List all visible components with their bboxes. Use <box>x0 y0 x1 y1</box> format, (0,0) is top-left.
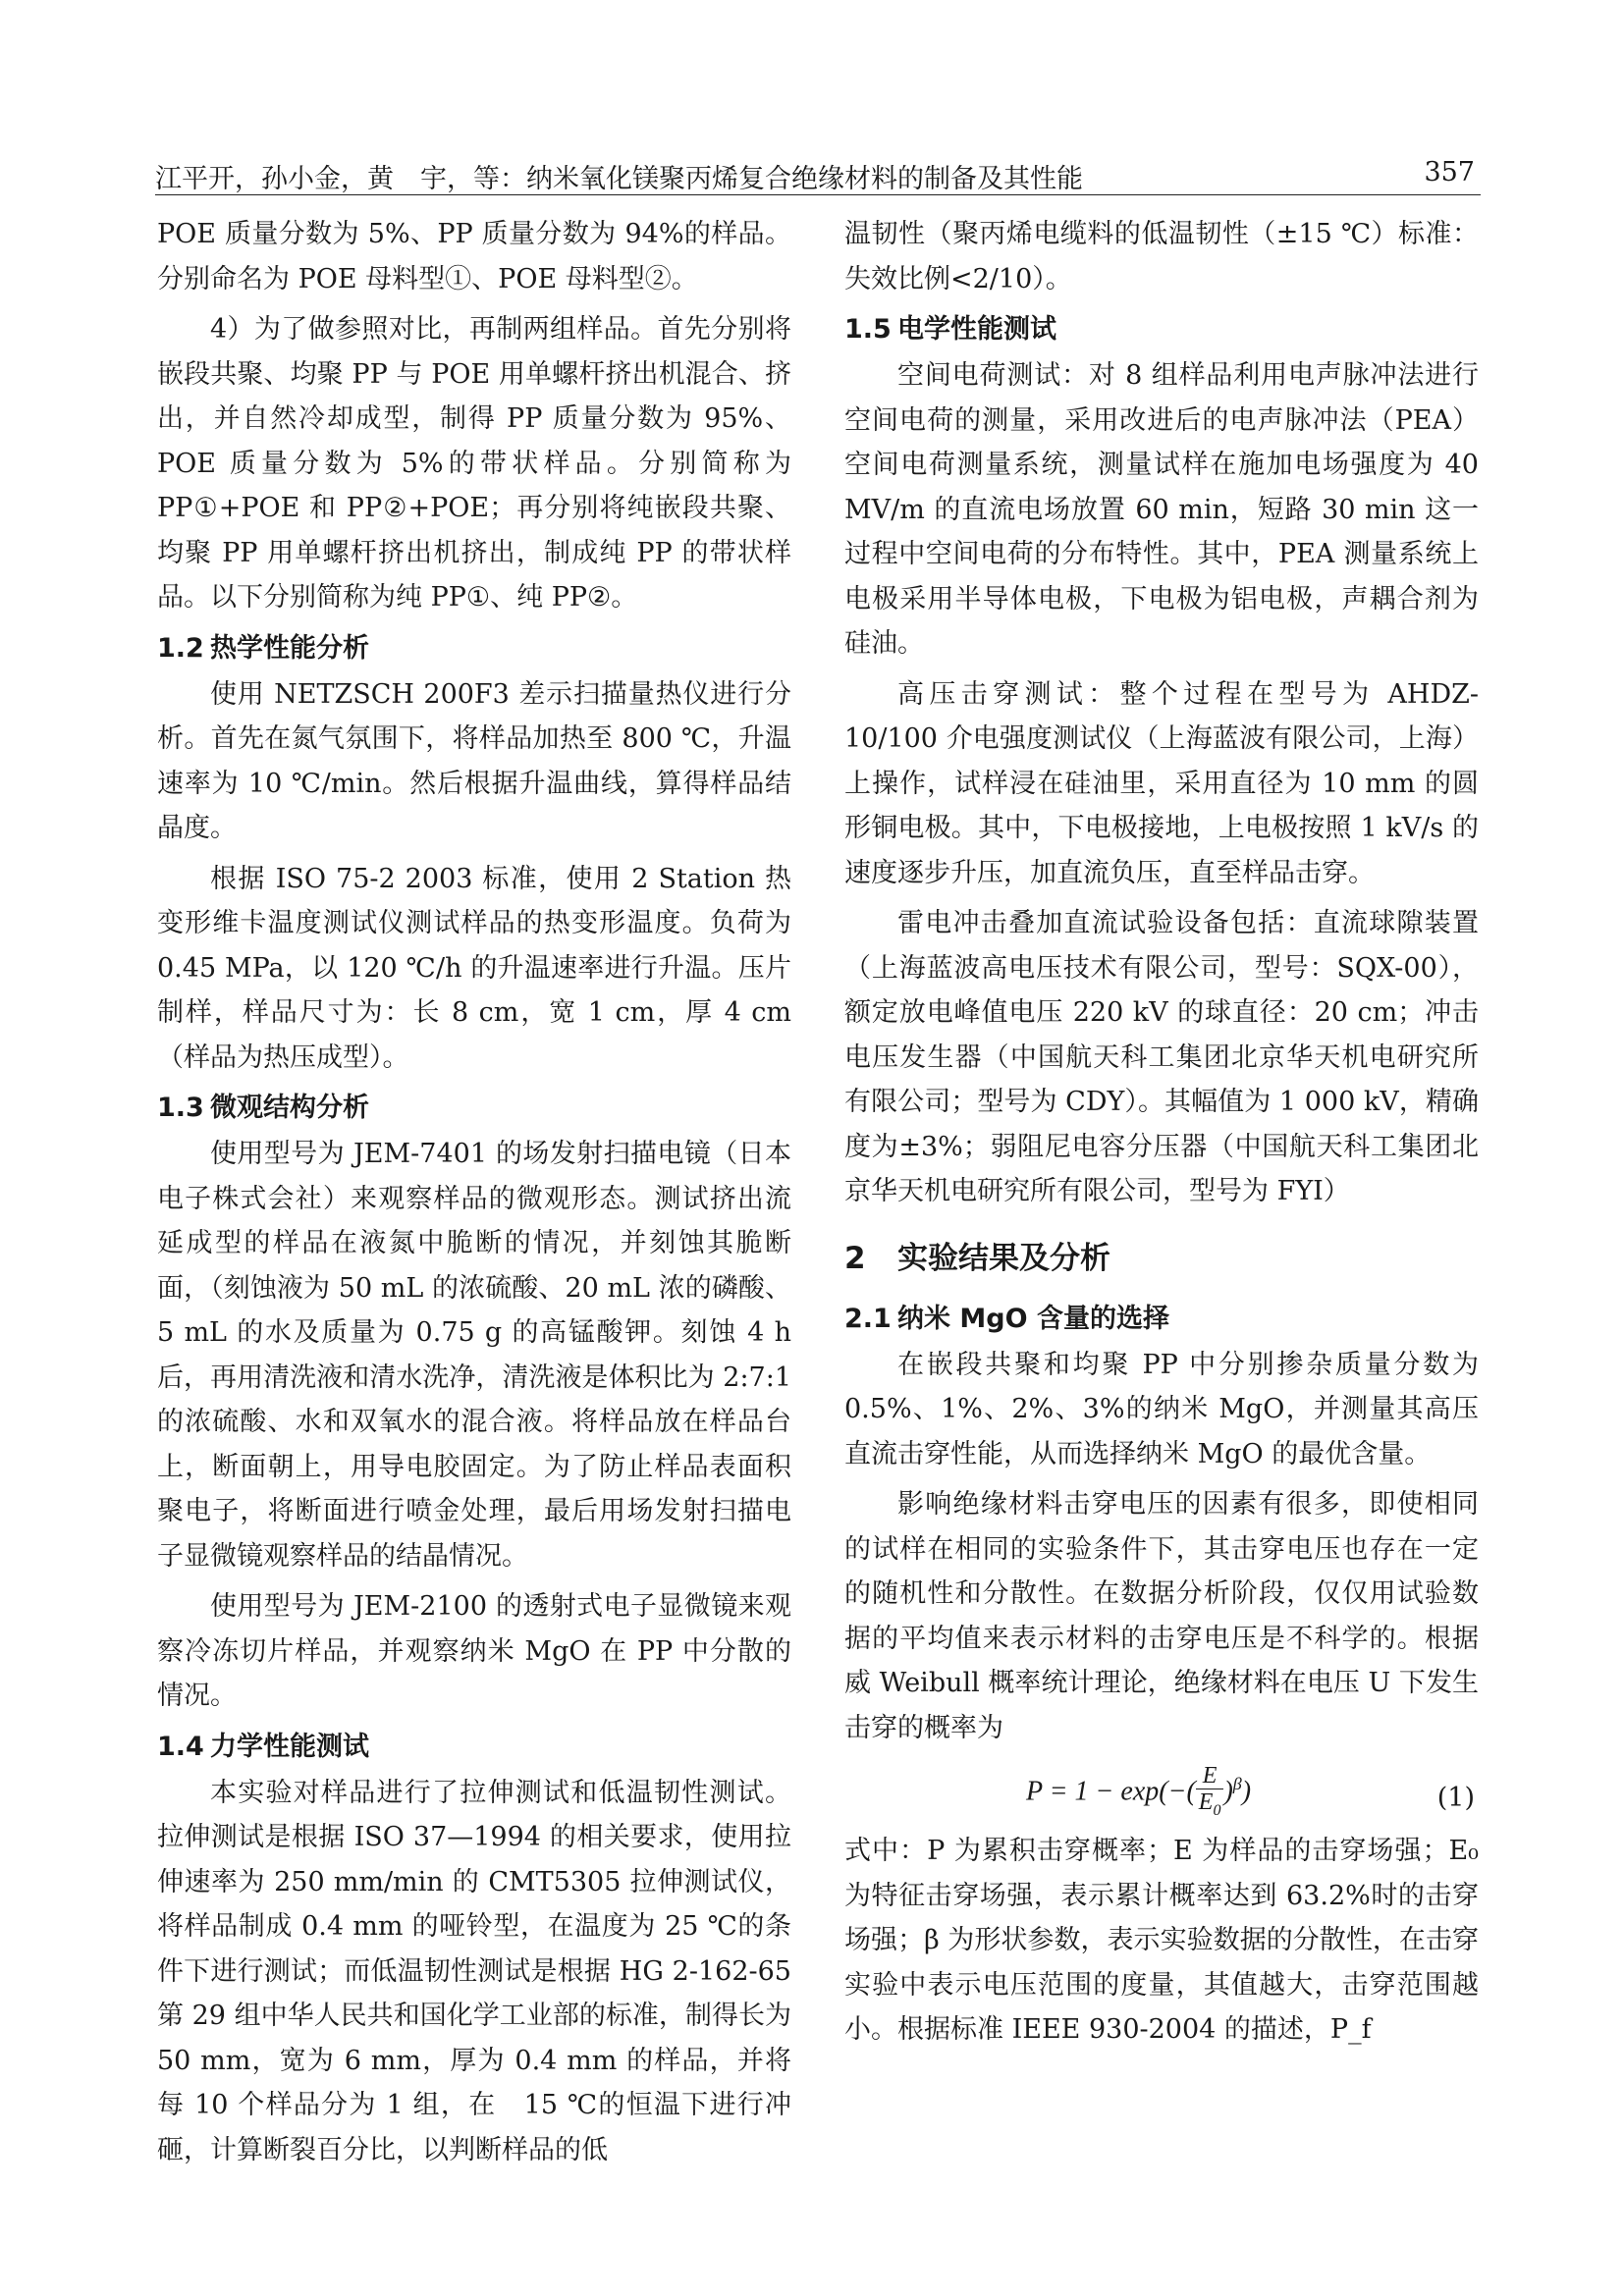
formula-denominator-subscript: 0 <box>1213 1801 1221 1819</box>
section-heading-1-5 <box>844 307 1479 351</box>
page-number: 357 <box>1424 157 1475 187</box>
paragraph: 温韧性（聚丙烯电缆料的低温韧性（±15 ℃）标准：失效比例<2/10）。 <box>844 219 1479 294</box>
equation-1 <box>844 1756 1479 1825</box>
formula-denominator-symbol: E <box>1198 1789 1214 1815</box>
left-column <box>157 212 791 2178</box>
paragraph: 使用型号为 JEM-7401 的场发射扫描电镜（日本电子株式会社）来观察样品的微观形态。测试挤出流延成型的样品在液氮中脆断的情况，并刻蚀其脆断面，（刻蚀液为 50 mL 的浓硫酸、20 mL 浓的磷酸、5 mL 的水及质量为 0.75 g 的高锰酸钾。刻蚀 4 h 后，再用清洗液和清水洗净，清洗液是体积比为 2:7:1 的浓硫酸、水和双氧水的混合液。将样品放在样品台上，断面朝上，用导电胶固定。为了防止样品表面积聚电子，将断面进行喷金处理，最后用场发射扫描电子显微镜观察样品的结晶情况。 <box>157 1139 791 1572</box>
section-number: 1.4 <box>157 1731 204 1762</box>
right-column <box>844 212 1479 2058</box>
paragraph: POE 质量分数为 5%、PP 质量分数为 94%的样品。分别命名为 POE 母料型①、POE 母料型②。 <box>157 219 791 294</box>
section-heading-1-2 <box>157 626 791 670</box>
section-title: 实验结果及分析 <box>897 1240 1110 1276</box>
paragraph: 影响绝缘材料击穿电压的因素有很多，即使相同的试样在相同的实验条件下，其击穿电压也存在一定的随机性和分散性。在数据分析阶段，仅仅用试验数据的平均值来表示材料的击穿电压是不科学的。根据威 Weibull 概率统计理论，绝缘材料在电压 U 下发生击穿的概率为 <box>844 1489 1479 1743</box>
section-title: 力学性能测试 <box>210 1731 369 1762</box>
paragraph: 使用 NETZSCH 200F3 差示扫描量热仪进行分析。首先在氮气氛围下，将样品加热至 800 ℃，升温速率为 10 ℃/min。然后根据升温曲线，算得样品结晶度。 <box>157 678 791 843</box>
running-header-title: 江平开，孙小金，黄 宇，等：纳米氧化镁聚丙烯复合绝缘材料的制备及其性能 <box>155 164 1083 194</box>
section-title: 热学性能分析 <box>210 632 369 664</box>
formula-exponent: β <box>1232 1774 1242 1793</box>
section-heading-1-4 <box>157 1725 791 1769</box>
section-heading-1-3 <box>157 1086 791 1130</box>
paragraph: 在嵌段共聚和均聚 PP 中分别掺杂质量分数为 0.5%、1%、2%、3%的纳米 MgO，并测量其高压直流击穿性能，从而选择纳米 MgO 的最优含量。 <box>844 1349 1479 1469</box>
paragraph: 4）为了做参照对比，再制两组样品。首先分别将嵌段共聚、均聚 PP 与 POE 用单螺杆挤出机混合、挤出，并自然冷却成型，制得 PP 质量分数为 95%、POE 质量分数为 5%的带状样品。分别简称为 PP①+POE 和 PP②+POE；再分别将纯嵌段共聚、均聚 PP 用单螺杆挤出机挤出，制成纯 PP 的带状样品。以下分别简称为纯 PP①、纯 PP②。 <box>157 314 791 613</box>
section-title: 纳米 MgO 含量的选择 <box>897 1303 1169 1334</box>
section-heading-2 <box>844 1234 1479 1283</box>
paragraph: 本实验对样品进行了拉伸测试和低温韧性测试。拉伸测试是根据 ISO 37—1994 的相关要求，使用拉伸速率为 250 mm/min 的 CMT5305 拉伸测试仪，将样品制成 0.4 mm 的哑铃型，在温度为 25 ℃的条件下进行测试；而低温韧性测试是根据 HG 2-162-65 第 29 组中华人民共和国化学工业部的标准，制得长为 50 mm，宽为 6 mm，厚为 0.4 mm 的样品，并将每 10 个样品分为 1 组，在 15 ℃的恒温下进行冲砸，计算断裂百分比，以判断样品的低 <box>157 1777 791 2165</box>
formula-denominator <box>1196 1789 1224 1824</box>
section-number: 2 <box>844 1240 866 1276</box>
paragraph: 空间电荷测试：对 8 组样品利用电声脉冲法进行空间电荷的测量，采用改进后的电声脉冲法（PEA）空间电荷测量系统，测量试样在施加电场强度为 40 MV/m 的直流电场放置 60 min，短路 30 min 这一过程中空间电荷的分布特性。其中，PEA 测量系统上电极采用半导体电极，下电极为铝电极，声耦合剂为硅油。 <box>844 360 1479 659</box>
section-number: 1.5 <box>844 314 892 345</box>
section-number: 1.3 <box>157 1093 204 1123</box>
running-header <box>155 155 1481 195</box>
formula-fraction <box>1196 1763 1224 1824</box>
weibull-formula <box>1026 1762 1251 1824</box>
formula-numerator: E <box>1196 1763 1224 1789</box>
formula-close-paren: ) <box>1223 1776 1233 1807</box>
formula-tail: ) <box>1241 1776 1252 1807</box>
section-number: 1.2 <box>157 632 204 664</box>
equation-number: (1) <box>1436 1783 1475 1813</box>
section-title: 电学性能测试 <box>897 314 1056 345</box>
paragraph: 雷电冲击叠加直流试验设备包括：直流球隙装置（上海蓝波高电压技术有限公司，型号：SQX-00），额定放电峰值电压 220 kV 的球直径：20 cm；冲击电压发生器（中国航天科工集团北京华天机电研究所有限公司；型号为 CDY）。其幅值为 1 000 kV，精确度为±3%；弱阻尼电容分压器（中国航天科工集团北京华天机电研究所有限公司，型号为 FYI） <box>844 908 1479 1206</box>
paragraph: 根据 ISO 75-2 2003 标准，使用 2 Station 热变形维卡温度测试仪测试样品的热变形温度。负荷为 0.45 MPa，以 120 ℃/h 的升温速率进行升温。压片制样，样品尺寸为：长 8 cm，宽 1 cm，厚 4 cm（样品为热压成型）。 <box>157 863 791 1073</box>
section-heading-2-1 <box>844 1297 1479 1341</box>
section-title: 微观结构分析 <box>210 1093 369 1123</box>
paragraph: 高压击穿测试：整个过程在型号为 AHDZ-10/100 介电强度测试仪（上海蓝波有限公司，上海）上操作，试样浸在硅油里，采用直径为 10 mm 的圆形铜电极。其中，下电极接地，上电极按照 1 kV/s 的速度逐步升压，加直流负压，直至样品击穿。 <box>844 678 1479 888</box>
paragraph: 使用型号为 JEM-2100 的透射式电子显微镜来观察冷冻切片样品，并观察纳米 MgO 在 PP 中分散的情况。 <box>157 1591 791 1711</box>
section-number: 2.1 <box>844 1303 892 1334</box>
formula-lhs: P = 1 − exp(−( <box>1026 1776 1196 1807</box>
paragraph: 式中：P 为累积击穿概率；E 为样品的击穿场强；E₀ 为特征击穿场强，表示累计概率达到 63.2%时的击穿场强；β 为形状参数，表示实验数据的分散性，在击穿实验中表示电压范围的度量，其值越大，击穿范围越小。根据标准 IEEE 930-2004 的描述，P_f <box>844 1836 1479 2045</box>
